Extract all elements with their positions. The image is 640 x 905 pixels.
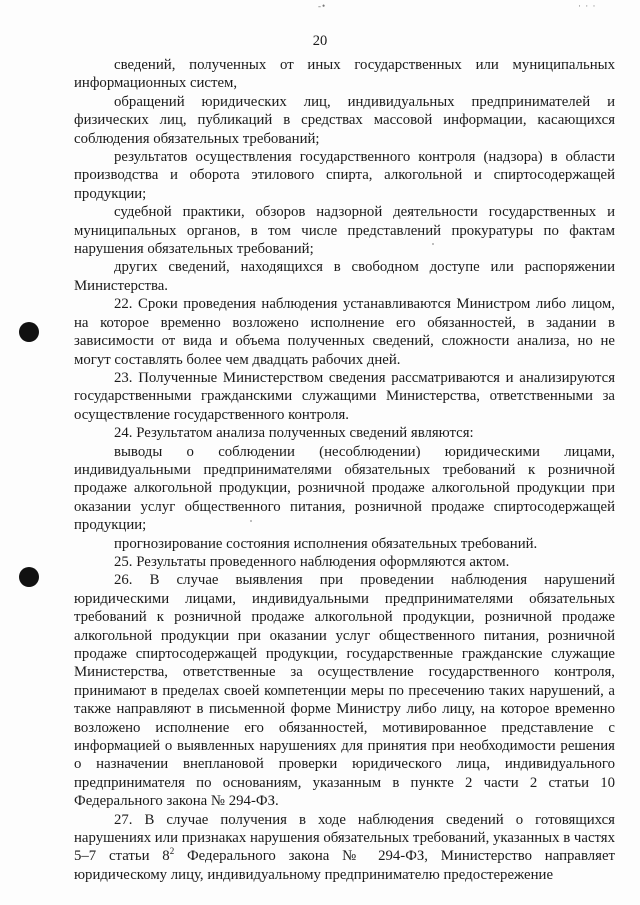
punch-hole-upper	[19, 322, 39, 342]
scan-artifacts	[0, 0, 640, 14]
document-body	[74, 56, 615, 884]
paragraph-appeals: обращений юридических лиц, индивидуальных предпринимателей и физических лиц, публикаций в средствах массовой информации, касающихся соблюдения обязательных требований;	[74, 93, 615, 147]
article-superscript: 2	[169, 846, 175, 857]
punch-hole-lower	[19, 567, 39, 587]
paragraph-27	[74, 811, 615, 885]
paragraph-control-results: результатов осуществления государственного контроля (надзора) в области производства и оборота этилового спирта, алкогольной и спиртосодержащей продукции;	[74, 149, 615, 202]
paragraph-court-practice: судебной практики, обзоров надзорной деятельности государственных и муниципальных органов, в том числе представлений прокуратуры по фактам нарушения обязательных требований;	[74, 204, 615, 258]
paragraph-24: 24. Результатом анализа полученных сведений являются:	[114, 425, 474, 442]
paragraph-22: 22. Сроки проведения наблюдения устанавливаются Министром либо лицом, на которое временно возложено исполнение его обязанностей, в задании в зависимости от вида и объема полученных сведений, сложности анализа, но не могут составлять более чем двадцать рабочих дней.	[74, 296, 615, 368]
paragraph-23: 23. Полученные Министерством сведения рассматриваются и анализируются государственными гражданскими служащими Министерства, ответственными за осуществление государственного контроля.	[74, 369, 615, 423]
paragraph-27-end: Федерального закона № 294-ФЗ, Министерство направляет юридическому лицу, индивидуальному предпринимателю предостережение	[74, 848, 615, 883]
paragraph-conclusions: выводы о соблюдении (несоблюдении) юридическими лицами, индивидуальными предпринимателями обязательных требований к розничной продаже алкогольной продукции, розничной продаже алкогольной продукции при оказании услуг общественного питания, розничной продаже спиртосодержащей продукции;	[74, 443, 615, 534]
paragraph-27-start: 27. В случае получения в ходе наблюдения сведений о готовящихся нарушениях или признаках нарушения обязательных требований, указанных в частях 5–7 статьи 8	[74, 811, 615, 865]
paragraph-forecast: прогнозирование состояния исполнения обязательных требований.	[114, 535, 538, 552]
paragraph-26: 26. В случае выявления при проведении наблюдения нарушений юридическими лицами, индивидуальными предпринимателями обязательных требований к розничной продаже алкогольной продукции, розничной продаже алкогольной продукции при оказании услуг общественного питания, розничной продаже спиртосодержащей продукции, государственные гражданские служащие Министерства, ответственные за осуществление государственного контроля, принимают в пределах своей компетенции меры по пресечению таких нарушений, а также направляют в письменной форме Министру либо лицу, на которое временно возложено исполнение его обязанностей, мотивированное представление с информацией о выявленных нарушениях для принятия при необходимости решения о назначении внеплановой проверки юридического лица, индивидуального предпринимателя по основаниям, указанным в пункте 2 части 2 статьи 10 Федерального закона № 294-ФЗ.	[74, 572, 615, 810]
paragraph-25: 25. Результаты проведенного наблюдения оформляются актом.	[114, 553, 510, 570]
paragraph-info-systems: сведений, полученных от иных государственных или муниципальных информационных систем,	[74, 57, 615, 92]
paragraph-other-info: других сведений, находящихся в свободном доступе или распоряжении Министерства.	[74, 259, 615, 294]
top-right-mark: · · ·	[578, 1, 597, 11]
page-number: 20	[312, 33, 328, 49]
top-center-mark: -•	[318, 1, 327, 11]
